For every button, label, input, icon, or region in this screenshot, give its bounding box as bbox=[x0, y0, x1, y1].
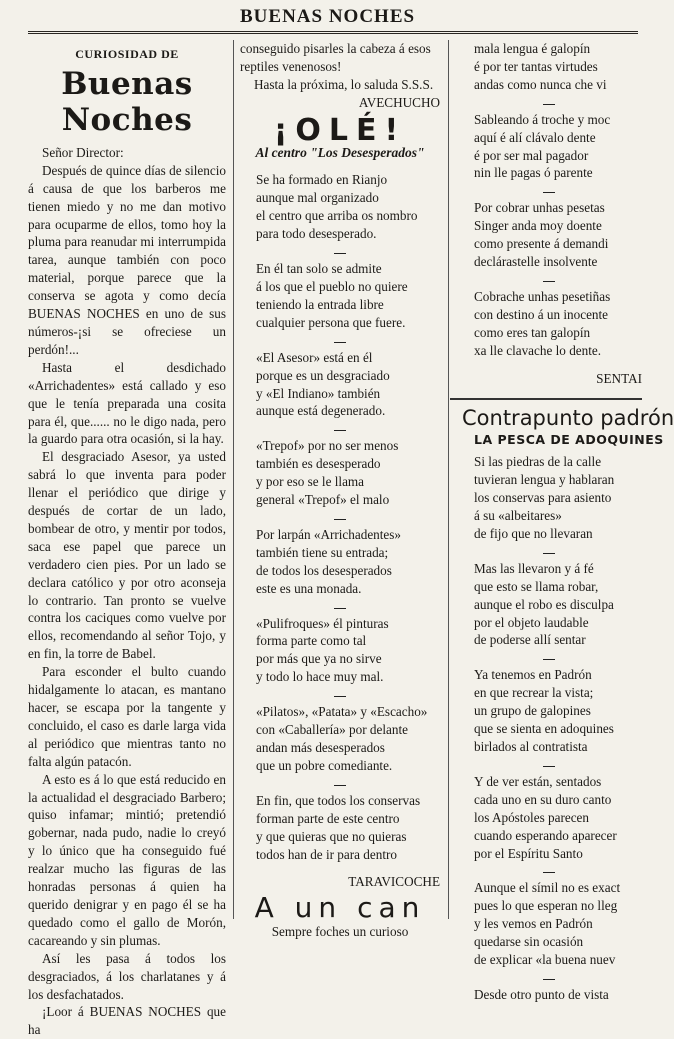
column-divider bbox=[448, 40, 449, 919]
stanza bbox=[240, 615, 440, 687]
stanza bbox=[456, 111, 642, 183]
verse-line: Si las piedras de la calle bbox=[474, 454, 602, 470]
stanza-separator bbox=[334, 785, 346, 786]
verse-line: que se sienta en adoquines bbox=[474, 721, 614, 737]
stanza bbox=[456, 986, 642, 1004]
stanza bbox=[456, 879, 642, 969]
stanza bbox=[240, 260, 440, 332]
verse-line: En fin, que todos los conservas bbox=[256, 792, 421, 808]
verse-line: cuando esperando aparecer bbox=[474, 827, 617, 843]
verse-line: é por ser mal pagador bbox=[474, 147, 589, 163]
poem-subhead: LA PESCA DE ADOQUINES bbox=[474, 432, 664, 448]
verse-line: y «El Indiano» también bbox=[256, 385, 381, 401]
verse-line: Por cobrar unhas pesetas bbox=[474, 200, 605, 216]
verse-line: aquí é alí clávalo dente bbox=[474, 129, 596, 145]
verse-line: xa lle clavache lo dente. bbox=[474, 342, 602, 358]
verse-line: por el Espíritu Santo bbox=[474, 845, 583, 861]
contrapunto-title: Contrapunto padrón bbox=[462, 405, 674, 430]
stanza-separator bbox=[543, 192, 555, 193]
masthead-rule bbox=[28, 31, 638, 34]
verse-line: á los que el pueblo no quiere bbox=[256, 278, 408, 294]
verse-line: para todo desesperado. bbox=[256, 226, 377, 242]
stanza bbox=[240, 703, 440, 775]
paragraph: Para esconder el bulto cuando hidalgamente lo atacan, es mantano hacer, se escapa por la tangente y concluido, el caso es darle larga vida al periódico que mientras tanto no falta algún patacón. bbox=[28, 664, 226, 769]
stanza bbox=[240, 171, 440, 243]
section-rule bbox=[450, 398, 642, 400]
text-line: Sempre foches un curioso bbox=[271, 924, 409, 940]
verse-line: Cobrache unhas pesetiñas bbox=[474, 288, 611, 304]
paragraph: El desgraciado Asesor, ya usted sabrá lo que inventa para poder llenar el periódico que dirige y después de cortar de un lado, bombear de otro, y mentir por todos, saca ese papel que parece un verdadero cien pies. Por un lado se declara católico y por otro aconseja lo contrario. Tan pronto se vuelve contra los caciques como vuelve por ellos, recomendando al señor Tojo, y en fin, la torre de Babel. bbox=[28, 449, 226, 662]
signature: AVECHUCHO bbox=[358, 94, 440, 110]
stanza-separator bbox=[543, 553, 555, 554]
paragraph: A esto es á lo que está reducido en la actualidad el desgraciado Barbero; quiso infamar; mintió; pretendió gobernar, nada pudo, nadie lo creyó y lo único que ha conseguido fué realzar mucho las figuras de las honradas personas á quien ha querido denigrar y en pago él se ha quedado como el gallo de Morón, cacareando y sin plumas. bbox=[28, 771, 226, 948]
verse-line: «El Asesor» está en él bbox=[256, 349, 373, 365]
stanza bbox=[240, 349, 440, 421]
column-contrapunto bbox=[456, 40, 674, 1014]
poem-body bbox=[240, 171, 440, 863]
verse-line: de poderse allí sentar bbox=[474, 632, 586, 648]
stanza bbox=[240, 526, 440, 598]
verse-line: por más que ya no sirve bbox=[256, 651, 382, 667]
stanza-separator bbox=[334, 253, 346, 254]
verse-line: aunque está degenerado. bbox=[256, 403, 386, 419]
verse-line: tuvieran lengua y hablaran bbox=[474, 472, 615, 488]
verse-line: é por ter tantas virtudes bbox=[474, 58, 598, 74]
masthead bbox=[0, 0, 642, 34]
verse-line: que esto se llama robar, bbox=[474, 578, 599, 594]
verse-line: aunque mal organizado bbox=[256, 190, 379, 206]
verse-line: Desde otro punto de vista bbox=[474, 986, 609, 1002]
verse-line: aunque el robo es disculpa bbox=[474, 596, 614, 612]
verse-line: Mas las llevaron y á fé bbox=[474, 560, 594, 576]
verse-line: «Trepof» por no ser menos bbox=[256, 438, 399, 454]
paragraph: Así les pasa á todos los desgraciados, á los charlatanes y á los desfachatados. bbox=[28, 950, 226, 1002]
verse-line: andas como nunca che vi bbox=[474, 76, 607, 92]
verse-line: de fijo que no llevaran bbox=[474, 525, 593, 541]
verse-line: con destino á un inocente bbox=[474, 306, 609, 322]
stanza-separator bbox=[334, 430, 346, 431]
verse-line: á su «albeitares» bbox=[474, 508, 562, 524]
verse-line: y por eso se le llama bbox=[256, 474, 365, 490]
stanza bbox=[456, 288, 642, 360]
verse-line: este es una monada. bbox=[256, 580, 362, 596]
verse-line: Aunque el símil no es exact bbox=[474, 880, 621, 896]
text-line: Hasta la próxima, lo saluda S.S.S. bbox=[254, 76, 434, 92]
verse-line: también tiene su entrada; bbox=[256, 544, 389, 560]
verse-line: Ya tenemos en Padrón bbox=[474, 667, 592, 683]
column-divider bbox=[233, 40, 234, 919]
masthead-title: BUENAS NOCHES bbox=[240, 6, 416, 27]
verse-line: como eres tan galopín bbox=[474, 324, 591, 340]
verse-line: y todo lo hace muy mal. bbox=[256, 669, 384, 685]
verse-line: En él tan solo se admite bbox=[256, 261, 382, 277]
stanza bbox=[456, 199, 642, 271]
verse-line: el centro que arriba os nombro bbox=[256, 208, 418, 224]
verse-line: cada uno en su duro canto bbox=[474, 791, 612, 807]
stanza-separator bbox=[334, 519, 346, 520]
stanza bbox=[240, 437, 440, 509]
verse-line: nin lle pagas ó parente bbox=[474, 165, 593, 181]
verse-line: Singer anda moy doente bbox=[474, 218, 602, 234]
text-line: conseguido pisarles la cabeza á esos bbox=[240, 41, 431, 56]
poem-subhead: Al centro "Los Desesperados" bbox=[255, 144, 425, 160]
verse-line: pues lo que esperan no lleg bbox=[474, 898, 618, 914]
verse-line: y que quieras que no quieras bbox=[256, 828, 407, 844]
article-curiosidad bbox=[28, 40, 226, 1039]
verse-line: teniendo la entrada libre bbox=[256, 296, 384, 312]
article-kicker: CURIOSIDAD DE bbox=[75, 47, 179, 61]
verse-line: los Apóstoles parecen bbox=[474, 809, 589, 825]
verse-line: en que recrear la vista; bbox=[474, 685, 594, 701]
verse-line: «Pilatos», «Patata» y «Escacho» bbox=[256, 704, 428, 720]
verse-line: Se ha formado en Rianjo bbox=[256, 172, 388, 188]
verse-line: Sableando á troche y moc bbox=[474, 111, 611, 127]
stanza bbox=[240, 792, 440, 864]
stanza-separator bbox=[543, 766, 555, 767]
verse-line: declárastelle insolvente bbox=[474, 254, 598, 270]
stanza bbox=[456, 40, 642, 94]
signature: TARAVICOCHE bbox=[348, 874, 440, 890]
stanza-separator bbox=[543, 872, 555, 873]
article-title: Buenas Noches bbox=[61, 65, 193, 138]
stanza bbox=[456, 453, 642, 543]
signature: SENTAI bbox=[596, 370, 642, 386]
verse-line: con «Caballería» por delante bbox=[256, 722, 408, 738]
verse-line: mala lengua é galopín bbox=[474, 41, 591, 56]
verse-line: y les vemos en Padrón bbox=[474, 916, 593, 932]
column-ole bbox=[240, 40, 440, 941]
verse-line: los conservas para asiento bbox=[474, 490, 612, 506]
verse-line: todos han de ir para dentro bbox=[256, 846, 397, 862]
verse-line: forma parte como tal bbox=[256, 633, 367, 649]
verse-line: «Pulifroques» él pinturas bbox=[256, 615, 389, 631]
paragraph: Después de quince días de silencio á causa de que los barberos me tienen miedo y no me dan motivo para ocuparme de ellos, tomo hoy la pluma para reanudar mi interrumpida tarea, aunque también con poco material, porque parece que la conserva se agota y como decía BUENAS NOCHES en uno de sus números-¡si se ofreciese un perdón!... bbox=[28, 162, 226, 357]
stanza-separator bbox=[334, 696, 346, 697]
verse-line: quedarse sin ocasión bbox=[474, 934, 584, 950]
stanza bbox=[456, 773, 642, 863]
verse-line: general «Trepof» el malo bbox=[256, 492, 390, 508]
verse-line: de explicar «la buena nuev bbox=[474, 952, 616, 968]
ole-title: ¡OLÉ! bbox=[273, 112, 407, 148]
poem-body bbox=[456, 40, 642, 360]
text-line: reptiles venenosos! bbox=[240, 58, 342, 74]
verse-line: andan más desesperados bbox=[256, 740, 385, 755]
stanza-separator bbox=[543, 979, 555, 980]
stanza-separator bbox=[543, 659, 555, 660]
verse-line: por el objeto laudable bbox=[474, 614, 589, 630]
verse-line: también es desesperado bbox=[256, 456, 381, 472]
salutation: Señor Director: bbox=[42, 144, 124, 160]
paragraph: ¡Loor á BUENAS NOCHES que ha bbox=[28, 1004, 226, 1038]
verse-line: Y de ver están, sentados bbox=[474, 773, 602, 789]
verse-line: como presente á demandi bbox=[474, 236, 609, 252]
stanza-separator bbox=[334, 342, 346, 343]
verse-line: cualquier persona que fuere. bbox=[256, 314, 406, 330]
verse-line: porque es un desgraciado bbox=[256, 367, 390, 383]
verse-line: que un pobre comediante. bbox=[256, 757, 393, 773]
verse-line: un grupo de galopines bbox=[474, 703, 591, 719]
stanza bbox=[456, 560, 642, 650]
verse-line: birlados al contratista bbox=[474, 739, 588, 754]
stanza bbox=[456, 666, 642, 756]
verse-line: de todos los desesperados bbox=[256, 562, 392, 578]
verse-line: forman parte de este centro bbox=[256, 810, 400, 826]
poem-body bbox=[456, 453, 642, 1004]
verse-line: Por larpán «Arrichadentes» bbox=[256, 526, 402, 542]
paragraph: Hasta el desdichado «Arrichadentes» está callado y eso que le tenía preparada una cosita para él, que...... no le digo nada, pero la guardo para otra ocasión, si la hay. bbox=[28, 359, 226, 447]
stanza-separator bbox=[543, 104, 555, 105]
aun-title: A un can bbox=[254, 891, 426, 925]
stanza-separator bbox=[543, 281, 555, 282]
stanza-separator bbox=[334, 608, 346, 609]
